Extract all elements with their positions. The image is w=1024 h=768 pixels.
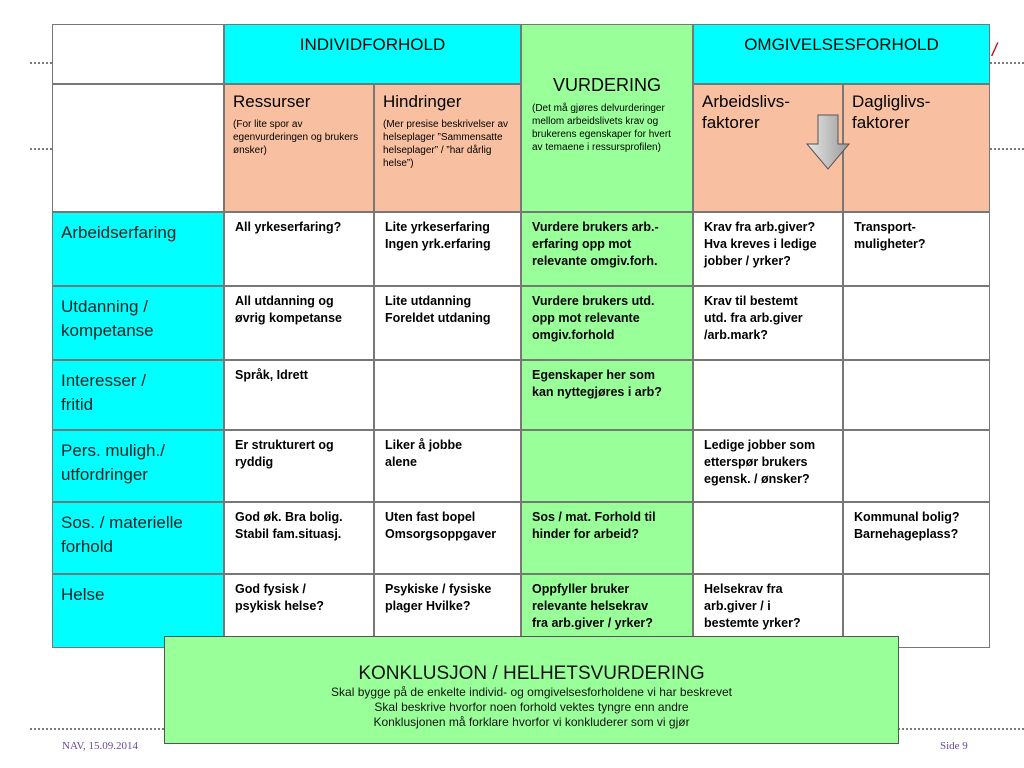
cell-text: alene xyxy=(385,455,417,469)
cell-label xyxy=(52,502,224,574)
cell-text: Egenskaper her som xyxy=(532,368,655,382)
cell-text: Psykiske / fysiske xyxy=(385,582,492,596)
ressurser-note: (For lite spor av egenvurderingen og brukers ønsker) xyxy=(233,119,359,156)
cell-arbeidsliv xyxy=(693,286,843,360)
footer-date: NAV, 15.09.2014 xyxy=(62,740,138,752)
cell-dagligliv xyxy=(843,502,990,574)
cell-text: kompetanse xyxy=(61,321,154,340)
cell-text: Barnehageplass? xyxy=(854,527,959,541)
cell-vurdering xyxy=(521,430,693,502)
cell-ressurser xyxy=(224,430,374,502)
cell-text: Helse xyxy=(61,585,105,604)
cell-text: All yrkeserfaring? xyxy=(235,220,342,234)
cell-ressurser xyxy=(224,360,374,430)
cell-text: Helsekrav fra xyxy=(704,582,783,596)
cell-text: God øk. Bra bolig. xyxy=(235,510,343,524)
header-omgivelsesforhold: OMGIVELSESFORHOLD xyxy=(693,24,990,84)
cell-text: Vurdere brukers utd. xyxy=(532,294,655,308)
corner-cell xyxy=(52,24,224,84)
cell-text: bestemte yrker? xyxy=(704,616,801,630)
cell-text: Foreldet utdaning xyxy=(385,311,491,325)
hindringer-label: Hindringer xyxy=(383,92,462,111)
hindringer-note: (Mer presise beskrivelser av helseplager ”Sammensatte helseplager” / ”har dårlig helse”) xyxy=(383,119,509,169)
cell-text: Vurdere brukers arb.- xyxy=(532,220,659,234)
cell-text: God fysisk / xyxy=(235,582,306,596)
conclusion-title: KONKLUSJON / HELHETSVURDERING xyxy=(358,663,705,684)
cell-text: All utdanning og xyxy=(235,294,334,308)
cell-arbeidsliv xyxy=(693,430,843,502)
cell-text: øvrig kompetanse xyxy=(235,311,342,325)
cell-text: Krav til bestemt xyxy=(704,294,798,308)
ressurser-label: Ressurser xyxy=(233,92,311,111)
cell-text: Arbeidserfaring xyxy=(61,223,177,242)
cell-label xyxy=(52,430,224,502)
cell-dagligliv xyxy=(843,212,990,286)
cell-text: plager Hvilke? xyxy=(385,599,471,613)
header-individforhold: INDIVIDFORHOLD xyxy=(224,24,521,84)
cell-text: fritid xyxy=(61,395,94,414)
cell-text: erfaring opp mot xyxy=(532,237,632,251)
cell-text: Ledige jobber som xyxy=(704,438,816,452)
cell-text: Uten fast bopel xyxy=(385,510,476,524)
cell-text: Er strukturert og xyxy=(235,438,334,452)
cell-dagligliv xyxy=(843,360,990,430)
vurdering-title: VURDERING xyxy=(552,75,661,95)
cell-text: Sos. / materielle xyxy=(61,513,183,532)
cell-text: Lite yrkeserfaring xyxy=(385,220,490,234)
conclusion-box xyxy=(164,636,899,744)
cell-text: omgiv.forhold xyxy=(532,328,615,342)
cell-text: forhold xyxy=(61,537,113,556)
cell-text: Omsorgsoppgaver xyxy=(385,527,497,541)
cell-text: fra arb.giver / yrker? xyxy=(532,616,653,630)
cell-text: relevante helsekrav xyxy=(532,599,649,613)
cell-text: Interesser / xyxy=(61,371,147,390)
dagliglivs-line2: faktorer xyxy=(852,113,910,132)
cell-text: arb.giver / i xyxy=(704,599,771,613)
cell-text: opp mot relevante xyxy=(532,311,640,325)
header-hindringer xyxy=(374,84,521,212)
decorative-slash: / xyxy=(992,40,998,60)
arbeidslivs-line1: Arbeidslivs- xyxy=(702,92,790,111)
footer-page: Side 9 xyxy=(940,740,968,752)
cell-text: Pers. muligh./ xyxy=(61,441,165,460)
cell-text: Ingen yrk.erfaring xyxy=(385,237,491,251)
cell-text: Stabil fam.situasj. xyxy=(235,527,342,541)
cell-hindringer xyxy=(374,212,521,286)
header-ressurser xyxy=(224,84,374,212)
cell-label xyxy=(52,286,224,360)
cell-hindringer xyxy=(374,502,521,574)
cell-vurdering xyxy=(521,502,693,574)
down-arrow-icon xyxy=(806,114,850,170)
cell-arbeidsliv xyxy=(693,360,843,430)
cell-text: muligheter? xyxy=(854,237,926,251)
header-dagliglivsfaktorer xyxy=(843,84,990,212)
cell-text: /arb.mark? xyxy=(704,328,768,342)
arbeidslivs-line2: faktorer xyxy=(702,113,760,132)
cell-text: Lite utdanning xyxy=(385,294,472,308)
cell-dagligliv xyxy=(843,286,990,360)
cell-text: utfordringer xyxy=(61,465,148,484)
cell-text: Transport- xyxy=(854,220,916,234)
cell-hindringer xyxy=(374,360,521,430)
cell-vurdering xyxy=(521,212,693,286)
cell-text: Liker å jobbe xyxy=(385,438,463,452)
cell-hindringer xyxy=(374,430,521,502)
cell-arbeidsliv xyxy=(693,212,843,286)
conclusion-line-3: Konklusjonen må forklare hvorfor vi konkluderer som vi gjør xyxy=(373,715,690,729)
cell-text: Oppfyller bruker xyxy=(532,582,630,596)
cell-ressurser xyxy=(224,502,374,574)
cell-text: Kommunal bolig? xyxy=(854,510,960,524)
cell-ressurser xyxy=(224,212,374,286)
conclusion-line-1: Skal bygge på de enkelte individ- og omgivelsesforholdene vi har beskrevet xyxy=(331,685,732,699)
cell-arbeidsliv xyxy=(693,502,843,574)
cell-hindringer xyxy=(374,286,521,360)
cell-label xyxy=(52,212,224,286)
cell-label xyxy=(52,360,224,430)
cell-dagligliv xyxy=(843,430,990,502)
cell-text: utd. fra arb.giver xyxy=(704,311,803,325)
cell-text: kan nyttegjøres i arb? xyxy=(532,385,662,399)
vurdering-note: (Det må gjøres delvurderinger mellom arbeidslivets krav og brukerens egenskaper for hvert av temaene i ressursprofilen) xyxy=(532,103,671,153)
cell-text: Krav fra arb.giver? xyxy=(704,220,816,234)
header-vurdering xyxy=(521,24,693,212)
conclusion-line-2: Skal beskrive hvorfor noen forhold vektes tyngre enn andre xyxy=(374,700,689,714)
cell-text: Sos / mat. Forhold til xyxy=(532,510,656,524)
cell-vurdering xyxy=(521,360,693,430)
cell-text: hinder for arbeid? xyxy=(532,527,639,541)
cell-text: etterspør brukers xyxy=(704,455,808,469)
cell-text: Språk, Idrett xyxy=(235,368,308,382)
cell-vurdering xyxy=(521,286,693,360)
cell-text: jobber / yrker? xyxy=(704,254,791,268)
cell-text: Utdanning / xyxy=(61,297,148,316)
cell-text: Hva kreves i ledige xyxy=(704,237,817,251)
cell-text: relevante omgiv.forh. xyxy=(532,254,658,268)
cell-text: psykisk helse? xyxy=(235,599,324,613)
cell-text: ryddig xyxy=(235,455,274,469)
title-cell xyxy=(52,84,224,212)
cell-text: egensk. / ønsker? xyxy=(704,472,810,486)
cell-ressurser xyxy=(224,286,374,360)
dagliglivs-line1: Dagliglivs- xyxy=(852,92,931,111)
